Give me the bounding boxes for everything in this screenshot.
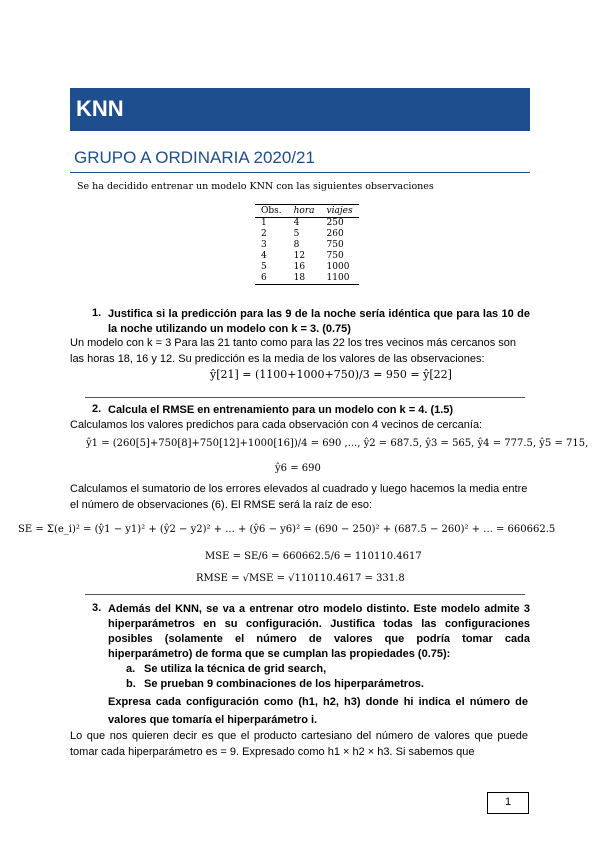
table-cell: 12 (293, 251, 306, 261)
question-2-formula-rmse: RMSE = √MSE = √110110.4617 = 331.8 (196, 573, 405, 584)
table-row (255, 273, 359, 285)
question-2-formula-1b: ŷ6 = 690 (275, 463, 321, 474)
observations-table (255, 204, 359, 285)
table-header-obs: Obs. (255, 205, 288, 218)
question-3-number: 3. (92, 602, 102, 614)
table-cell: 4 (293, 218, 300, 228)
table-header-row (255, 205, 359, 218)
table-cell: 5 (293, 229, 300, 239)
table-cell: 4 (261, 251, 267, 261)
table-row (255, 229, 359, 240)
question-3-answer: Lo que nos quieren decir es que el producto cartesiano del número de valores que puede tomar cada hiperparámetro es = 9. Expresado como h1 × h2 × h3. Si sabemos que (70, 730, 528, 758)
table-cell: 3 (261, 240, 267, 250)
question-2-answer-1: Calculamos los valores predichos para cada observación con 4 vecinos de cercanía: (70, 419, 483, 431)
table-cell: 1000 (326, 262, 350, 272)
table-cell: 2 (261, 229, 267, 239)
table-header-hora: hora (288, 205, 321, 218)
table-cell: 260 (326, 229, 344, 239)
question-1-number: 1. (92, 307, 102, 319)
question-3-item-a: Se utiliza la técnica de grid search, (144, 663, 327, 675)
table-cell: 1 (261, 218, 267, 228)
intro-text: Se ha decidido entrenar un modelo KNN con las siguientes observaciones (77, 181, 434, 192)
table-cell: 5 (261, 262, 267, 272)
question-3-item-b: Se prueban 9 combinaciones de los hiperparámetros. (144, 678, 424, 690)
question-2-formula-1: ŷ1 = (260[5]+750[8]+750[12]+1000[16])/4 = 690 ,..., ŷ2 = 687.5, ŷ3 = 565, ŷ4 = 777.5, ŷ5 = 715, (86, 438, 589, 449)
question-2-formula-mse: MSE = SE/6 = 660662.5/6 = 110110.4617 (205, 551, 422, 562)
title-banner (70, 88, 530, 131)
table-cell: 1100 (321, 273, 359, 285)
table-cell: 750 (326, 251, 344, 261)
question-2-text: Calcula el RMSE en entrenamiento para un modelo con k = 4. (1.5) (108, 404, 454, 416)
page-number-box (487, 792, 529, 814)
divider (85, 594, 525, 595)
question-3-text-2: Expresa cada configuración como (h1, h2, h3) donde hi indica el número de valores que tomaría el hiperparámetro i. (108, 696, 528, 726)
section-title: GRUPO A ORDINARIA 2020/21 (74, 148, 315, 167)
question-1-text: Justifica si la predicción para las 9 de la noche sería idéntica que para las 10 de la noche utilizando un modelo con k = 3. (0.75) (108, 308, 530, 335)
table-cell: 750 (326, 240, 344, 250)
question-3-item-a-label: a. (126, 663, 136, 675)
table-row (255, 262, 359, 273)
table-cell: 18 (288, 273, 321, 285)
question-3-item-b-label: b. (126, 678, 136, 690)
table-cell: 250 (326, 218, 344, 228)
table-header-viajes: viajes (321, 205, 359, 218)
question-2-answer-2: Calculamos el sumatorio de los errores elevados al cuadrado y luego hacemos la media entre el número de observaciones (6). El RMSE será la raíz de eso: (70, 483, 528, 511)
divider (85, 397, 525, 398)
question-1-answer: Un modelo con k = 3 Para las 21 tanto como para las 22 los tres vecinos más cercanos son las horas 18, 16 y 12. Su predicción es la media de los valores de las observaciones: (70, 337, 517, 365)
question-1-formula: ŷ[21] = (1100+1000+750)/3 = 950 = ŷ[22] (210, 368, 452, 381)
table-cell: 8 (293, 240, 300, 250)
question-2-number: 2. (92, 403, 102, 415)
table-cell: 16 (293, 262, 306, 272)
table-row (255, 240, 359, 251)
table-row (255, 251, 359, 262)
table-cell: 6 (255, 273, 288, 285)
section-divider (70, 172, 530, 173)
question-3-text: Además del KNN, se va a entrenar otro modelo distinto. Este modelo admite 3 hiperparámetros en su configuración. Justifica todas las configuraciones posibles (solamente el número de valores que podría tomar cada hiperparámetro) de forma que se cumplan las propiedades (0.75): (108, 603, 530, 660)
page-number: 1 (504, 796, 512, 808)
page-title: KNN (76, 96, 124, 121)
table-row (255, 218, 359, 230)
question-2-formula-se: SE = Σ(e_i)² = (ŷ1 − y1)² + (ŷ2 − y2)² + ... + (ŷ6 − y6)² = (690 − 250)² + (687.5 − 260)² + ... = 660662.5 (18, 524, 556, 535)
